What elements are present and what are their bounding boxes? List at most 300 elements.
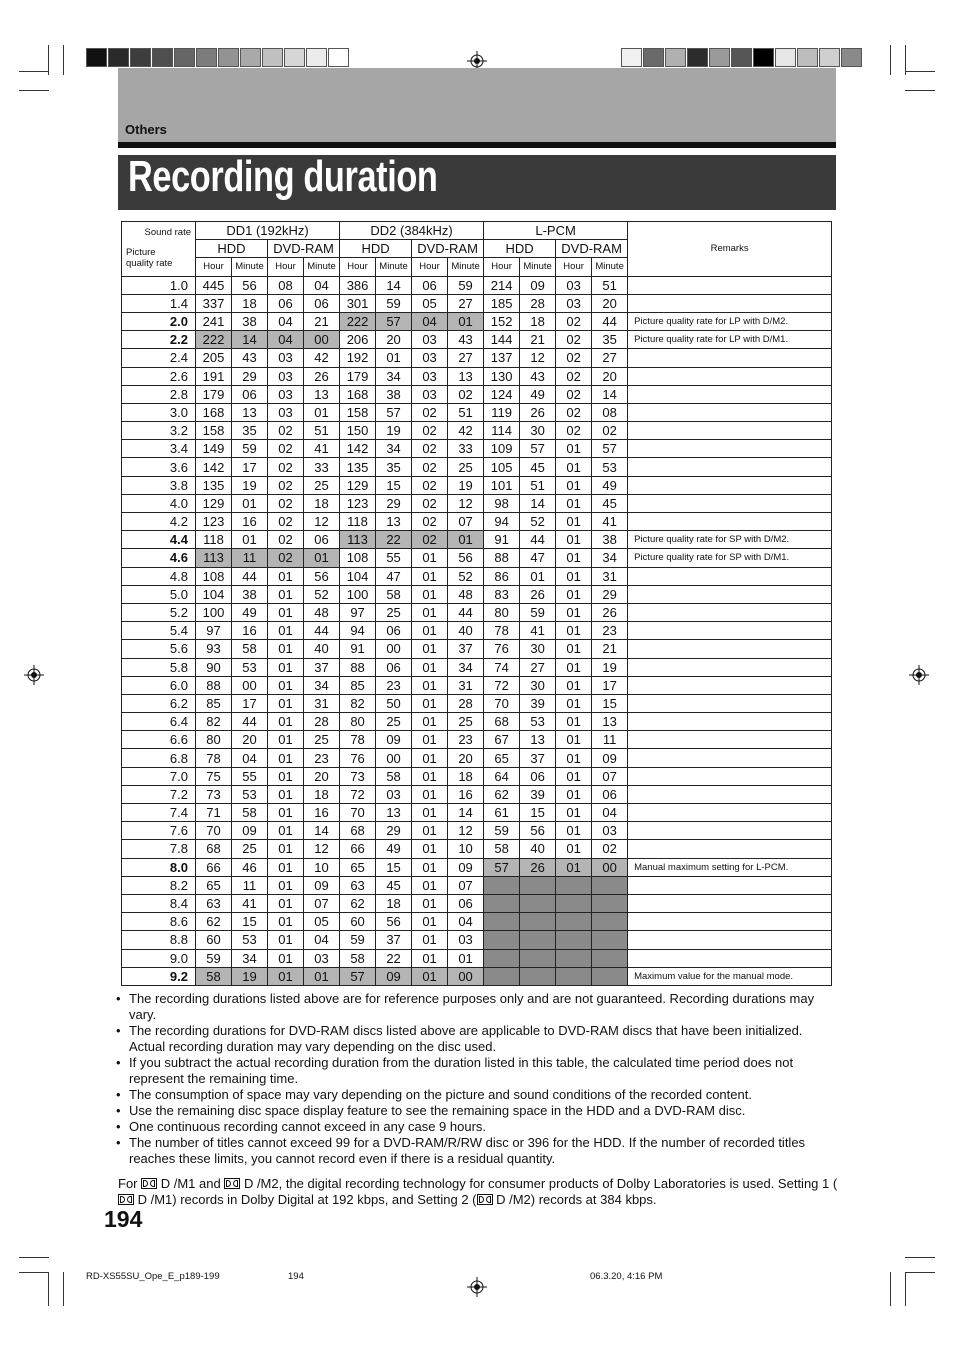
picture-quality-rate: 4.0: [122, 494, 196, 512]
color-swatch: [328, 48, 349, 67]
table-row: [122, 640, 832, 658]
duration-cell: 337: [196, 294, 232, 312]
table-row: [122, 767, 832, 785]
duration-cell: 01: [268, 767, 304, 785]
duration-cell: 35: [376, 458, 412, 476]
color-swatch: [819, 48, 840, 67]
duration-cell: 03: [412, 385, 448, 403]
duration-cell: 38: [592, 531, 628, 549]
duration-cell: 04: [304, 276, 340, 294]
duration-cell: 13: [232, 403, 268, 421]
duration-cell: 44: [232, 567, 268, 585]
duration-cell: 01: [412, 858, 448, 876]
duration-cell: 59: [484, 822, 520, 840]
duration-cell: 44: [304, 622, 340, 640]
duration-cell: 61: [484, 804, 520, 822]
duration-cell: 01: [556, 585, 592, 603]
remark-cell: [628, 385, 832, 403]
remark-cell: [628, 785, 832, 803]
picture-quality-rate: 9.0: [122, 949, 196, 967]
group-header: DD2 (384kHz): [340, 222, 484, 240]
duration-cell: 386: [340, 276, 376, 294]
duration-cell: 78: [196, 749, 232, 767]
table-row: [122, 967, 832, 985]
duration-cell: 27: [448, 349, 484, 367]
duration-cell: 66: [340, 840, 376, 858]
duration-cell: 23: [376, 676, 412, 694]
picture-quality-rate: 7.0: [122, 767, 196, 785]
duration-cell: 70: [196, 822, 232, 840]
duration-cell: 01: [268, 658, 304, 676]
crop-mark: [19, 90, 49, 91]
crop-mark: [905, 1272, 935, 1273]
duration-cell: 137: [484, 349, 520, 367]
table-row: [122, 603, 832, 621]
duration-cell: 58: [196, 967, 232, 985]
duration-cell: 13: [304, 385, 340, 403]
picture-quality-rate: 5.4: [122, 622, 196, 640]
duration-cell: 06: [268, 294, 304, 312]
duration-cell: [592, 949, 628, 967]
duration-cell: 20: [304, 767, 340, 785]
duration-cell: 47: [376, 567, 412, 585]
duration-cell: 142: [340, 440, 376, 458]
duration-cell: 16: [232, 513, 268, 531]
duration-cell: 34: [376, 367, 412, 385]
registration-mark-icon: [909, 665, 929, 685]
duration-cell: 45: [376, 876, 412, 894]
duration-cell: 13: [376, 804, 412, 822]
picture-quality-rate: 8.2: [122, 876, 196, 894]
duration-cell: 02: [556, 331, 592, 349]
duration-cell: 222: [340, 312, 376, 330]
duration-cell: 01: [412, 822, 448, 840]
table-row: [122, 804, 832, 822]
crop-mark: [63, 45, 64, 75]
media-header: DVD-RAM: [412, 240, 484, 258]
duration-cell: 35: [592, 331, 628, 349]
picture-quality-rate: 5.8: [122, 658, 196, 676]
duration-cell: 05: [304, 913, 340, 931]
duration-cell: 01: [268, 567, 304, 585]
duration-cell: 09: [520, 276, 556, 294]
table-row: [122, 385, 832, 403]
duration-cell: 25: [376, 603, 412, 621]
table-row: [122, 913, 832, 931]
duration-cell: 71: [196, 804, 232, 822]
duration-cell: 44: [232, 713, 268, 731]
crop-mark: [905, 1257, 935, 1258]
duration-cell: 31: [592, 567, 628, 585]
duration-cell: 03: [304, 949, 340, 967]
picture-quality-rate: 2.2: [122, 331, 196, 349]
duration-cell: 67: [484, 731, 520, 749]
crop-mark: [890, 1272, 891, 1306]
duration-cell: 65: [196, 876, 232, 894]
duration-cell: 26: [520, 858, 556, 876]
duration-cell: 68: [340, 822, 376, 840]
duration-cell: 01: [268, 858, 304, 876]
duration-cell: [592, 894, 628, 912]
duration-cell: 02: [556, 422, 592, 440]
duration-cell: 26: [304, 367, 340, 385]
unit-header: Minute: [448, 258, 484, 276]
duration-cell: 55: [376, 549, 412, 567]
duration-cell: 20: [592, 367, 628, 385]
duration-cell: 158: [340, 403, 376, 421]
table-row: [122, 876, 832, 894]
duration-cell: 15: [232, 913, 268, 931]
duration-cell: 48: [448, 585, 484, 603]
duration-cell: 01: [556, 785, 592, 803]
duration-cell: 114: [484, 422, 520, 440]
picture-quality-rate: 3.6: [122, 458, 196, 476]
table-row: [122, 694, 832, 712]
duration-cell: 03: [268, 403, 304, 421]
duration-cell: 48: [304, 603, 340, 621]
duration-cell: 40: [448, 622, 484, 640]
duration-cell: 08: [592, 403, 628, 421]
duration-cell: 53: [232, 931, 268, 949]
duration-cell: 52: [304, 585, 340, 603]
duration-cell: 15: [520, 804, 556, 822]
duration-cell: 13: [520, 731, 556, 749]
remark-cell: [628, 931, 832, 949]
duration-cell: 03: [268, 385, 304, 403]
picture-quality-rate: 9.2: [122, 967, 196, 985]
remark-cell: [628, 822, 832, 840]
duration-cell: 14: [592, 385, 628, 403]
duration-cell: 168: [340, 385, 376, 403]
duration-cell: [484, 949, 520, 967]
table-row: [122, 331, 832, 349]
duration-cell: 80: [340, 713, 376, 731]
duration-cell: 13: [376, 513, 412, 531]
picture-quality-rate: 5.0: [122, 585, 196, 603]
duration-cell: 01: [412, 894, 448, 912]
color-swatch: [753, 48, 774, 67]
duration-cell: 49: [232, 603, 268, 621]
duration-cell: 58: [376, 767, 412, 785]
duration-cell: 56: [520, 822, 556, 840]
duration-cell: 39: [520, 694, 556, 712]
group-header: DD1 (192kHz): [196, 222, 340, 240]
table-row: [122, 949, 832, 967]
picture-quality-rate: 7.6: [122, 822, 196, 840]
duration-cell: 02: [412, 440, 448, 458]
duration-cell: 38: [232, 585, 268, 603]
footer-file: RD-XS55SU_Ope_E_p189-199: [86, 1271, 220, 1282]
duration-cell: 02: [412, 458, 448, 476]
duration-cell: 135: [340, 458, 376, 476]
remark-cell: [628, 403, 832, 421]
duration-cell: 38: [232, 312, 268, 330]
duration-cell: 09: [448, 858, 484, 876]
duration-cell: 53: [232, 785, 268, 803]
table-row: [122, 840, 832, 858]
duration-cell: 46: [232, 858, 268, 876]
duration-cell: 85: [340, 676, 376, 694]
duration-cell: 06: [376, 658, 412, 676]
duration-cell: 01: [268, 640, 304, 658]
duration-cell: 37: [520, 749, 556, 767]
duration-cell: 27: [520, 658, 556, 676]
duration-cell: 445: [196, 276, 232, 294]
remark-cell: Maximum value for the manual mode.: [628, 967, 832, 985]
duration-cell: 01: [556, 731, 592, 749]
duration-cell: 78: [484, 622, 520, 640]
duration-cell: 44: [520, 531, 556, 549]
duration-cell: 43: [232, 349, 268, 367]
table-row: [122, 276, 832, 294]
color-swatch: [731, 48, 752, 67]
duration-cell: 50: [376, 694, 412, 712]
duration-cell: 01: [556, 804, 592, 822]
duration-cell: 14: [448, 804, 484, 822]
duration-cell: 01: [556, 494, 592, 512]
duration-cell: 73: [340, 767, 376, 785]
color-swatch: [108, 48, 129, 67]
duration-cell: 59: [448, 276, 484, 294]
duration-cell: 02: [268, 494, 304, 512]
table-row: [122, 731, 832, 749]
duration-cell: 07: [448, 876, 484, 894]
duration-cell: [556, 931, 592, 949]
unit-header: Minute: [232, 258, 268, 276]
duration-cell: 02: [412, 403, 448, 421]
duration-cell: 01: [412, 913, 448, 931]
duration-cell: 23: [448, 731, 484, 749]
duration-cell: 01: [268, 804, 304, 822]
unit-header: Hour: [412, 258, 448, 276]
duration-cell: 01: [268, 876, 304, 894]
duration-cell: 03: [556, 276, 592, 294]
picture-quality-rate: 3.4: [122, 440, 196, 458]
duration-cell: 83: [484, 585, 520, 603]
duration-cell: 16: [232, 622, 268, 640]
duration-cell: 09: [592, 749, 628, 767]
duration-cell: 100: [340, 585, 376, 603]
table-row: [122, 585, 832, 603]
registration-mark-icon: [24, 665, 44, 685]
duration-cell: 25: [304, 476, 340, 494]
duration-cell: 73: [196, 785, 232, 803]
table-row: [122, 440, 832, 458]
duration-cell: 02: [556, 385, 592, 403]
duration-cell: 41: [520, 622, 556, 640]
duration-cell: 23: [304, 749, 340, 767]
crop-mark: [905, 45, 906, 75]
duration-cell: 41: [592, 513, 628, 531]
duration-cell: [520, 894, 556, 912]
duration-cell: 94: [340, 622, 376, 640]
color-swatch: [196, 48, 217, 67]
duration-cell: 10: [304, 858, 340, 876]
page-number: 194: [104, 1206, 143, 1232]
duration-cell: 29: [376, 494, 412, 512]
duration-cell: 26: [520, 585, 556, 603]
unit-header: Minute: [592, 258, 628, 276]
duration-cell: 01: [268, 785, 304, 803]
duration-cell: 02: [412, 513, 448, 531]
picture-quality-rate: 6.4: [122, 713, 196, 731]
remark-cell: [628, 440, 832, 458]
unit-header: Hour: [340, 258, 376, 276]
dolby-logo-icon: [477, 1194, 493, 1205]
note-item: • The consumption of space may vary depending on the picture and sound conditions of the recorded content.: [115, 1087, 840, 1103]
duration-cell: 12: [448, 822, 484, 840]
remark-cell: [628, 367, 832, 385]
duration-cell: 02: [412, 494, 448, 512]
duration-cell: 01: [556, 658, 592, 676]
duration-cell: 01: [412, 840, 448, 858]
picture-quality-rate: 4.6: [122, 549, 196, 567]
remark-cell: Picture quality rate for LP with D/M2.: [628, 312, 832, 330]
media-header: DVD-RAM: [556, 240, 628, 258]
picture-quality-rate: 1.0: [122, 276, 196, 294]
duration-cell: 00: [376, 749, 412, 767]
duration-cell: 25: [376, 713, 412, 731]
duration-cell: 27: [448, 294, 484, 312]
duration-cell: 00: [592, 858, 628, 876]
remarks-header: Remarks: [628, 222, 832, 277]
duration-cell: 01: [412, 694, 448, 712]
color-calibration-strip: [621, 48, 863, 67]
table-row: [122, 858, 832, 876]
duration-cell: [484, 876, 520, 894]
duration-cell: 01: [412, 731, 448, 749]
duration-cell: 70: [340, 804, 376, 822]
duration-cell: 03: [412, 331, 448, 349]
duration-cell: 41: [304, 440, 340, 458]
media-header: HDD: [196, 240, 268, 258]
duration-cell: 34: [232, 949, 268, 967]
crop-mark: [48, 1272, 49, 1306]
duration-cell: 241: [196, 312, 232, 330]
duration-cell: 60: [196, 931, 232, 949]
duration-cell: 19: [376, 422, 412, 440]
duration-cell: 62: [484, 785, 520, 803]
duration-cell: 01: [412, 785, 448, 803]
duration-cell: 18: [376, 894, 412, 912]
duration-cell: 94: [484, 513, 520, 531]
duration-cell: 59: [376, 294, 412, 312]
table-row: [122, 622, 832, 640]
picture-quality-rate: 6.2: [122, 694, 196, 712]
duration-cell: 00: [304, 331, 340, 349]
note-item: • The number of titles cannot exceed 99 for a DVD-RAM/R/RW disc or 396 for the HDD. If the number of recorded titles reaches these limits, you cannot record even if there is a residual quantity.: [115, 1135, 840, 1167]
table-row: [122, 931, 832, 949]
duration-cell: 150: [340, 422, 376, 440]
duration-cell: 14: [232, 331, 268, 349]
color-swatch: [797, 48, 818, 67]
color-swatch: [86, 48, 107, 67]
duration-cell: 06: [232, 385, 268, 403]
duration-cell: 03: [592, 822, 628, 840]
duration-cell: 30: [520, 640, 556, 658]
duration-cell: 01: [412, 658, 448, 676]
duration-cell: 93: [196, 640, 232, 658]
table-row: [122, 749, 832, 767]
duration-cell: 01: [412, 567, 448, 585]
duration-cell: [520, 931, 556, 949]
duration-cell: 58: [376, 585, 412, 603]
duration-cell: 42: [448, 422, 484, 440]
duration-cell: 01: [412, 931, 448, 949]
remark-cell: [628, 640, 832, 658]
duration-cell: 88: [340, 658, 376, 676]
unit-header: Hour: [556, 258, 592, 276]
duration-cell: 17: [232, 458, 268, 476]
duration-cell: 56: [232, 276, 268, 294]
duration-cell: 04: [232, 749, 268, 767]
duration-cell: 01: [268, 585, 304, 603]
crop-mark: [19, 71, 49, 72]
remark-cell: [628, 349, 832, 367]
duration-cell: 63: [196, 894, 232, 912]
duration-cell: 01: [268, 931, 304, 949]
table-row: [122, 458, 832, 476]
duration-cell: 03: [268, 367, 304, 385]
duration-cell: 10: [448, 840, 484, 858]
duration-cell: 28: [304, 713, 340, 731]
remark-cell: [628, 622, 832, 640]
note-item: • Use the remaining disc space display feature to see the remaining space in the HDD and a DVD-RAM disc.: [115, 1103, 840, 1119]
duration-cell: 62: [340, 894, 376, 912]
duration-cell: 01: [412, 804, 448, 822]
duration-cell: 51: [592, 276, 628, 294]
duration-cell: 01: [304, 403, 340, 421]
duration-cell: 158: [196, 422, 232, 440]
duration-cell: 37: [376, 931, 412, 949]
duration-cell: 12: [448, 494, 484, 512]
duration-cell: 25: [232, 840, 268, 858]
registration-mark-icon: [467, 1277, 487, 1297]
picture-quality-rate: 1.4: [122, 294, 196, 312]
duration-cell: 04: [448, 913, 484, 931]
duration-cell: 01: [448, 531, 484, 549]
duration-cell: 58: [232, 804, 268, 822]
duration-cell: 02: [268, 531, 304, 549]
duration-cell: 06: [520, 767, 556, 785]
duration-cell: 64: [484, 767, 520, 785]
duration-cell: 09: [376, 731, 412, 749]
duration-cell: 01: [412, 749, 448, 767]
duration-cell: 07: [304, 894, 340, 912]
duration-cell: 47: [520, 549, 556, 567]
duration-cell: 91: [340, 640, 376, 658]
duration-cell: [592, 931, 628, 949]
duration-cell: 34: [304, 676, 340, 694]
picture-quality-rate: 5.2: [122, 603, 196, 621]
duration-cell: 15: [376, 858, 412, 876]
duration-cell: 01: [556, 549, 592, 567]
duration-cell: 01: [556, 440, 592, 458]
picture-quality-rate: 2.0: [122, 312, 196, 330]
notes-list: [115, 991, 840, 1167]
remark-cell: [628, 294, 832, 312]
table-row: [122, 312, 832, 330]
duration-cell: 43: [520, 367, 556, 385]
duration-cell: 51: [520, 476, 556, 494]
duration-cell: 58: [340, 949, 376, 967]
duration-cell: [484, 894, 520, 912]
duration-cell: 11: [592, 731, 628, 749]
color-calibration-strip: [86, 48, 350, 67]
duration-cell: 179: [196, 385, 232, 403]
duration-cell: 01: [304, 967, 340, 985]
crop-mark: [905, 1272, 906, 1306]
